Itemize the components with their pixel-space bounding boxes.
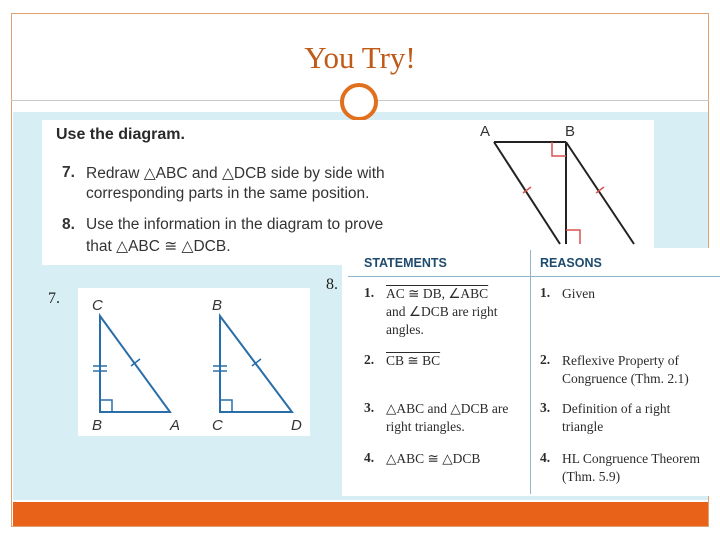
- problem-number-7: 7.: [62, 164, 75, 181]
- problem-7-line-1: Redraw △ABC and △DCB side by side with: [86, 165, 385, 182]
- bottom-accent-bar: [13, 502, 708, 526]
- problem-heading: Use the diagram.: [56, 126, 185, 143]
- reasons-header: REASONS: [540, 256, 602, 270]
- statement-1-line-3: angles.: [386, 322, 424, 337]
- problem-8-line-2: that △ABC ≅ △DCB.: [86, 238, 231, 255]
- statement-number-4: 4.: [364, 450, 375, 465]
- reason-1: Given: [562, 286, 595, 301]
- tri2-right-angle-mark: [220, 400, 232, 412]
- tri1-right-angle-mark: [100, 400, 112, 412]
- answer-7-triangles: [78, 288, 310, 436]
- statement-1: [386, 285, 497, 339]
- statement-1-line-1: AC ≅ DB, ∠ABC: [386, 286, 489, 301]
- answer-7-label: 7.: [48, 290, 60, 307]
- tri1-label-bottom-right: A: [170, 417, 181, 434]
- reason-number-2: 2.: [540, 352, 551, 367]
- divider-circle-icon: [340, 83, 378, 121]
- reason-3-line-1: Definition of a right: [562, 401, 671, 416]
- slide-title: You Try!: [304, 40, 416, 75]
- statement-2: CB ≅ BC: [386, 353, 441, 368]
- diagram-label-b: B: [565, 123, 576, 140]
- reason-3: [562, 400, 670, 436]
- triangle-abc: [100, 316, 170, 412]
- proof-column-divider: [530, 250, 531, 494]
- problem-diagram: [472, 120, 654, 255]
- statement-4: △ABC ≅ △DCB: [386, 451, 481, 466]
- triangle-dcb: [220, 316, 292, 412]
- reason-number-4: 4.: [540, 450, 551, 465]
- problem-8-line-1: Use the information in the diagram to prove: [86, 216, 384, 233]
- statements-header: STATEMENTS: [364, 256, 447, 270]
- statement-number-3: 3.: [364, 400, 375, 415]
- reason-4-line-2: (Thm. 5.9): [562, 469, 621, 484]
- tri2-label-bottom-left: C: [212, 417, 223, 434]
- reason-4-line-1: HL Congruence Theorem: [562, 451, 700, 466]
- problem-number-8: 8.: [62, 216, 75, 233]
- reason-2: [562, 352, 689, 388]
- right-angle-mark-c: [566, 230, 580, 244]
- right-angle-mark-b: [552, 142, 566, 156]
- reason-2-line-2: Congruence (Thm. 2.1): [562, 371, 689, 386]
- reason-number-3: 3.: [540, 400, 551, 415]
- statement-3-line-1: △ABC and △DCB are: [386, 401, 509, 416]
- tri2-label-top: B: [212, 297, 223, 314]
- reason-4: [562, 450, 700, 486]
- segment-ac: [494, 142, 560, 244]
- reason-3-line-2: triangle: [562, 419, 604, 434]
- proof-table: [342, 248, 720, 496]
- diagram-label-a: A: [480, 123, 491, 140]
- tri1-label-bottom-left: B: [92, 417, 103, 434]
- tri2-label-bottom-right: D: [291, 417, 302, 434]
- tri1-label-top: C: [92, 297, 103, 314]
- segment-bd: [566, 142, 634, 244]
- answer-8-label: 8.: [326, 276, 338, 293]
- proof-header-divider: [348, 276, 720, 277]
- reason-number-1: 1.: [540, 285, 551, 300]
- statement-3: [386, 400, 508, 436]
- statement-number-2: 2.: [364, 352, 375, 367]
- statement-1-line-2: and ∠DCB are right: [386, 304, 498, 319]
- answer-7-figure: [78, 288, 310, 436]
- problem-7-line-2: corresponding parts in the same position.: [86, 185, 370, 202]
- reason-2-line-1: Reflexive Property of: [562, 353, 679, 368]
- statement-number-1: 1.: [364, 285, 375, 300]
- statement-3-line-2: right triangles.: [386, 419, 465, 434]
